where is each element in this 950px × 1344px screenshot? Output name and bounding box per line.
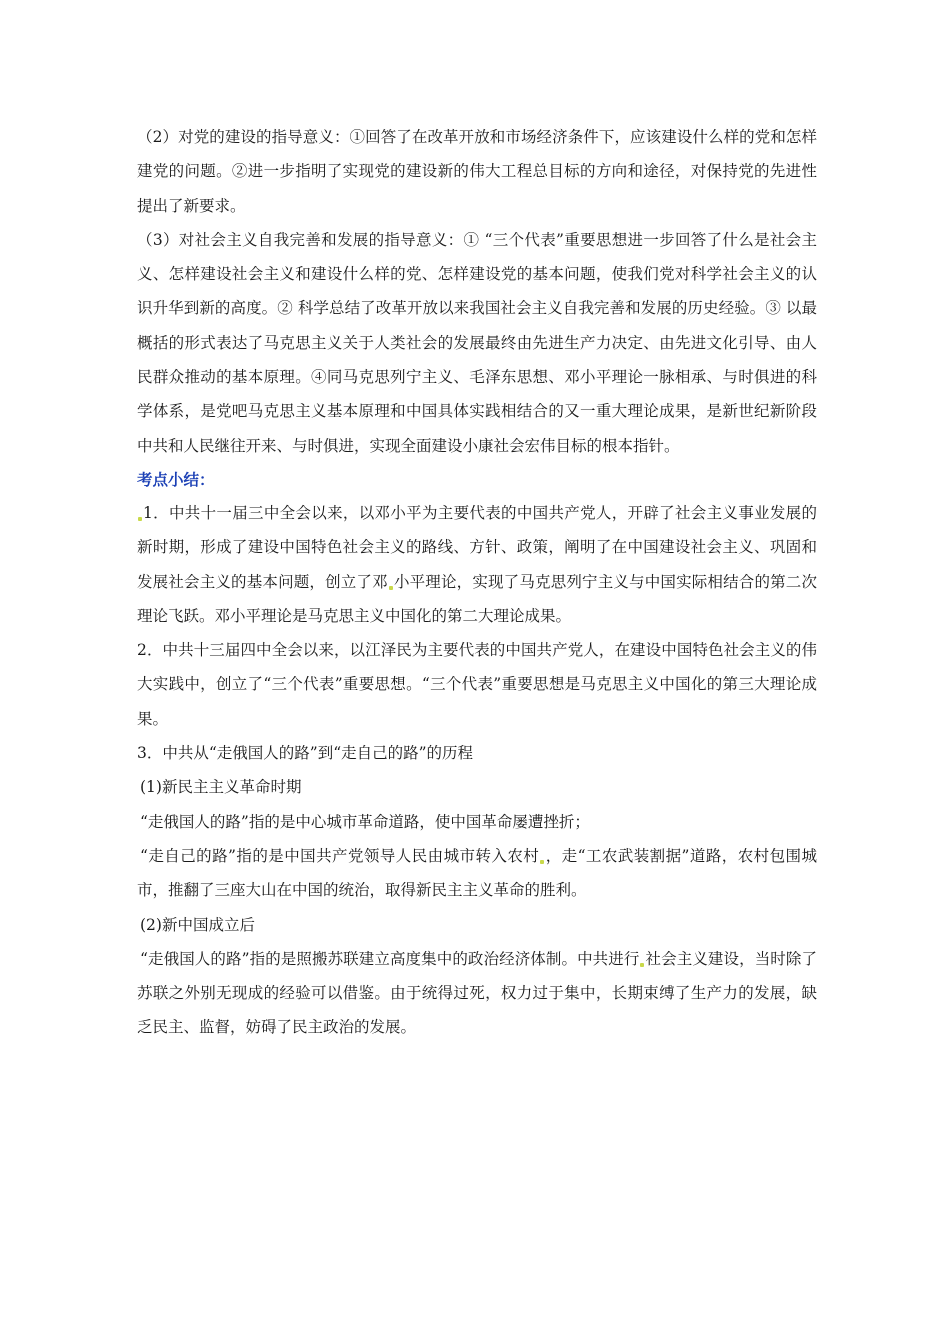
- paragraph-socialism-guidance: （3）对社会主义自我完善和发展的指导意义：① “三个代表”重要思想进一步回答了什么是社会主义、怎样建设社会主义和建设什么样的党、怎样建设党的基本问题，使我们党对科学社会主义的认识升华到新的高度。② 科学总结了改革开放以来我国社会主义自我完善和发展的历史经验。③ 以最概括的形式表达了马克思主义关于人类社会的发展最终由先进生产力决定、由先进文化引导、由人民群众推动的基本原理。④同马克思列宁主义、毛泽东思想、邓小平理论一脉相承、与时俱进的科学体系，是党吧马克思主义基本原理和中国具体实践相结合的又一重大理论成果，是新世纪新阶段中共和人民继往开来、与时俱进，实现全面建设小康社会宏伟目标的根本指针。: [137, 230, 817, 455]
- new-democratic-russian-path: “走俄国人的路”指的是中心城市革命道路，使中国革命屡遭挫折；: [140, 812, 590, 831]
- new-china-text-a: “走俄国人的路”指的是照搬苏联建立高度集中的政治经济体制。中共进行: [140, 949, 640, 968]
- summary-item-1-text-a: 1．中共十一届三中全会以来，以邓小平为主要代表的中国共产党人，开辟了社会主义事业发展的新时期，形成了建设中国特色社会主义的路线、方针、政策，阐明了在中国建设社会主义、巩固和发展社会主义的基本问题，创立了邓: [137, 503, 817, 591]
- own-path-text-a: “走自己的路”指的是中国共产党领导人民由城市转入农村: [140, 846, 540, 865]
- highlight-mark: [540, 860, 544, 864]
- summary-item-1: [137, 496, 817, 633]
- summary-item-1-text-b: 小平理论，实现了马克思列宁主义与中国实际相结合的第二次理论飞跃。邓小平理论是马克思主义中国化的第二大理论成果。: [137, 572, 817, 625]
- new-democratic-own-path: [137, 839, 817, 908]
- highlight-mark: [138, 517, 142, 521]
- new-china-text-b: 社会主义建设，当时除了苏联之外别无现成的经验可以借鉴。由于统得过死，权力过于集中，长期束缚了生产力的发展，缺乏民主、监督，妨碍了民主政治的发展。: [137, 949, 817, 1037]
- summary-item-3: 3．中共从“走俄国人的路”到“走自己的路”的历程: [137, 744, 474, 763]
- section-heading: 考点小结：: [137, 469, 215, 489]
- own-path-text-b: ，走“工农武装割据”道路，农村包围城市，推翻了三座大山在中国的统治，取得新民主主义革命的胜利。: [137, 846, 817, 900]
- subsection-new-democratic: (1)新民主主义革命时期: [140, 778, 302, 797]
- highlight-mark: [389, 586, 393, 590]
- paragraph-party-building: （2）对党的建设的指导意义：①回答了在改革开放和市场经济条件下，应该建设什么样的党和怎样建党的问题。②进一步指明了实现党的建设新的伟大工程总目标的方向和途径，对保持党的先进性提出了新要求。: [137, 128, 817, 215]
- new-china-russian-path: [137, 942, 817, 1045]
- document-page: [137, 120, 817, 1045]
- subsection-new-china: (2)新中国成立后: [140, 915, 255, 934]
- highlight-mark: [640, 963, 644, 967]
- summary-item-2: 2．中共十三届四中全会以来，以江泽民为主要代表的中国共产党人，在建设中国特色社会主义的伟大实践中，创立了“三个代表”重要思想。“三个代表”重要思想是马克思主义中国化的第三大理论成果。: [137, 641, 817, 728]
